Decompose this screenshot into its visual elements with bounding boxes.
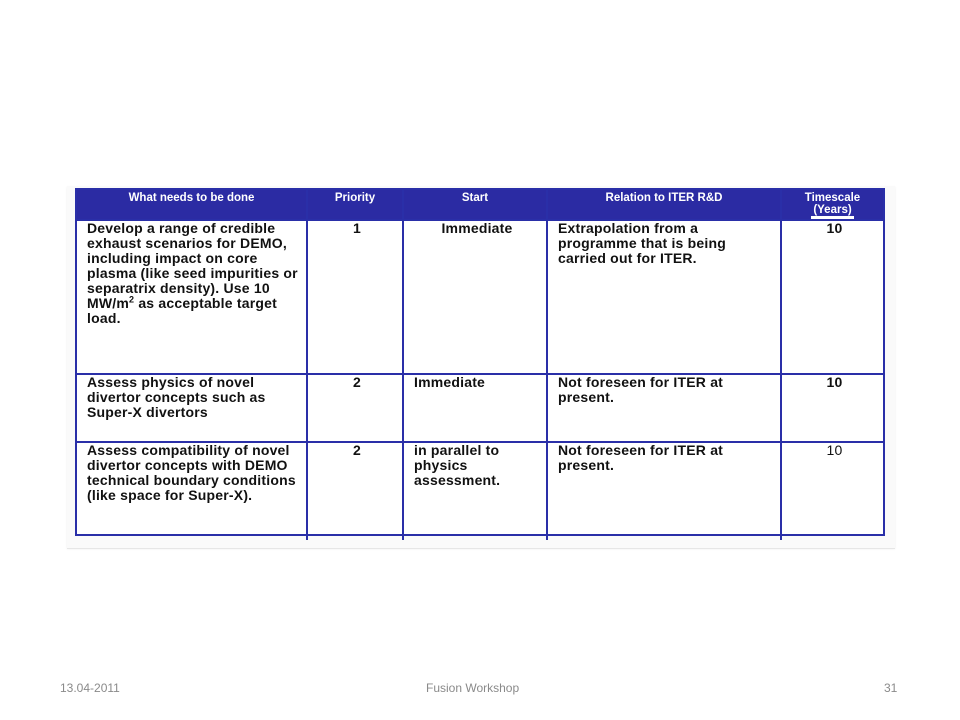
task-superscript: 2: [129, 294, 135, 305]
cell-start: Immediate: [403, 374, 547, 442]
header-timescale: [781, 190, 883, 220]
table-row: [77, 442, 883, 540]
cell-task: Assess physics of novel divertor concepts such as Super-X divertors: [77, 374, 307, 442]
cell-start: Immediate: [403, 220, 547, 374]
cell-priority: 2: [307, 374, 403, 442]
task-text-continued: as acceptable target load.: [87, 295, 277, 326]
header-relation: Relation to ITER R&D: [547, 190, 781, 220]
footer-page-number: 31: [884, 681, 898, 695]
cell-timescale: 10: [781, 374, 883, 442]
table-header-row: [77, 190, 883, 220]
cell-timescale: 10: [781, 442, 883, 540]
table-image: [67, 186, 895, 548]
footer-title: Fusion Workshop: [426, 681, 520, 695]
cell-task: Assess compatibility of novel divertor concepts with DEMO technical boundary conditions (like space for Super-X).: [77, 442, 307, 540]
footer-date: 13.04-2011: [60, 681, 120, 695]
table-row: [77, 220, 883, 374]
table-row: [77, 374, 883, 442]
cell-relation: Extrapolation from a programme that is being carried out for ITER.: [547, 220, 781, 374]
cell-priority: 1: [307, 220, 403, 374]
header-task: What needs to be done: [77, 190, 307, 220]
cell-task: [77, 220, 307, 374]
cell-relation: Not foreseen for ITER at present.: [547, 442, 781, 540]
header-priority: Priority: [307, 190, 403, 220]
header-timescale-line2: (Years): [811, 204, 853, 219]
cell-priority: 2: [307, 442, 403, 540]
research-plan-table: [77, 190, 883, 540]
cell-timescale: 10: [781, 220, 883, 374]
header-timescale-line1: Timescale: [804, 192, 861, 204]
header-start: Start: [403, 190, 547, 220]
task-text: Develop a range of credible exhaust scenarios for DEMO, including impact on core plasma (like seed impurities or separatrix density). Use 10 MW/m: [87, 220, 298, 311]
cell-start: in parallel to physics assessment.: [403, 442, 547, 540]
table-frame: [75, 188, 885, 536]
divider-line: [67, 548, 895, 549]
cell-relation: Not foreseen for ITER at present.: [547, 374, 781, 442]
